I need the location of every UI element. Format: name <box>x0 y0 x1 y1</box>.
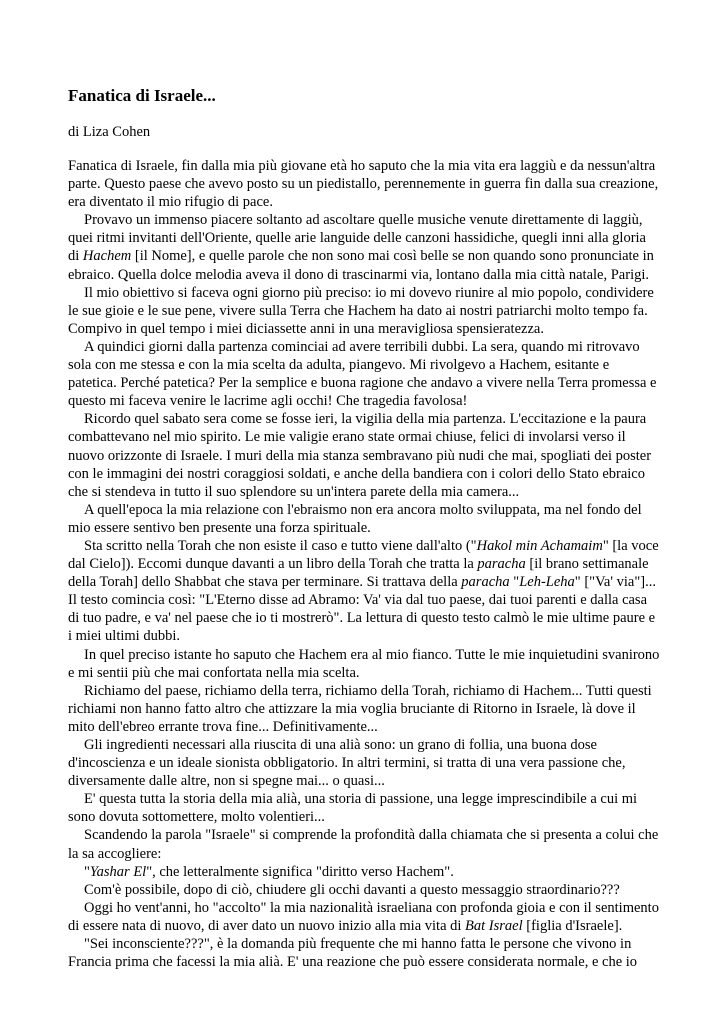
paragraph <box>68 899 660 935</box>
paragraph <box>68 211 660 283</box>
text-run: "Sei inconsciente???", è la domanda più frequente che mi hanno fatta le persone che vivono in Francia prima che facessi la mia alià. E' una reazione che può essere considerata normale, e che io <box>68 936 638 971</box>
paragraph <box>68 537 660 646</box>
paragraph <box>68 790 660 826</box>
paragraph <box>68 157 660 211</box>
paragraph <box>68 646 660 682</box>
text-run: Sta scritto nella Torah che non esiste il caso e tutto viene dall'alto (" <box>84 537 477 554</box>
italic-term: Yashar El <box>89 863 147 880</box>
document-page <box>68 86 660 971</box>
italic-term: Hakol min Achamaim <box>476 537 603 554</box>
text-run: [figlia d'Israele]. <box>522 917 623 934</box>
paragraph <box>68 410 660 500</box>
text-run: Fanatica di Israele, fin dalla mia più giovane età ho saputo che la mia vita era laggiù e da nessun'altra parte. Questo paese che avevo posto su un piedistallo, perennemente in guerra fin dalla sua creazione, era diventato il mio rifugio di pace. <box>68 158 659 211</box>
text-run: Il mio obiettivo si faceva ogni giorno più preciso: io mi dovevo riunire al mio popolo, condividere le sue gioie e le sue pene, vivere sulla Terra che Hachem ha dato ai nostri patriarchi molto tempo fa. Compivo in quel tempo i miei diciassette anni in una meravigliosa spensieratezza. <box>68 284 654 337</box>
text-run: Provavo un immenso piacere soltanto ad ascoltare quelle musiche venute direttamente di laggiù, quei ritmi invitanti dell'Oriente, quelle arie languide delle canzoni hassidiche, quegli inni alla gloria di <box>68 212 646 265</box>
text-run: [il brano settimanale della Torah] dello Shabbat che stava per terminare. Si trattava della <box>68 556 649 591</box>
paragraph <box>68 736 660 790</box>
text-run: A quell'epoca la mia relazione con l'ebraismo non era ancora molto sviluppata, ma nel fondo del mio essere sentivo ben presente una forza spirituale. <box>68 501 642 536</box>
article-body <box>68 157 660 971</box>
italic-term: Leh-Leha <box>519 574 575 591</box>
paragraph <box>68 881 660 899</box>
italic-term: Bat Israel <box>465 917 523 934</box>
text-run: Oggi ho vent'anni, ho "accolto" la mia nazionalità israeliana con profonda gioia e con il sentimento di essere nata di nuovo, di aver dato un nuovo inizio alla mia vita di <box>68 899 659 934</box>
text-run: Com'è possibile, dopo di ciò, chiudere gli occhi davanti a questo messaggio straordinario??? <box>84 881 620 898</box>
paragraph <box>68 682 660 736</box>
italic-term: Hachem <box>82 248 132 265</box>
text-run: E' questa tutta la storia della mia alià, una storia di passione, una legge imprescindibile a cui mi sono dovuta sottomettere, molto volentieri... <box>68 791 638 826</box>
text-run: " <box>509 574 520 591</box>
paragraph <box>68 935 660 971</box>
italic-term: paracha <box>477 556 526 573</box>
paragraph <box>68 863 660 881</box>
italic-term: paracha <box>461 574 510 591</box>
text-run: " [la voce dal Cielo]). Eccomi dunque davanti a un libro della Torah che tratta la <box>68 537 659 573</box>
paragraph <box>68 338 660 410</box>
text-run: Ricordo quel sabato sera come se fosse ieri, la vigilia della mia partenza. L'eccitazione e la paura combattevano nel mio spirito. Le mie valigie erano state ormai chiuse, felici di involarsi verso il nuovo orizzonte di Israele. I muri della mia stanza sembravano più nudi che mai, spogliati dei poster con le immagini dei nostri coraggiosi soldati, e anche della bandiera con i colori dello Stato ebraico che si stendeva in tutto il suo splendore su un'intera parete della mia camera... <box>68 411 652 500</box>
paragraph <box>68 826 660 862</box>
text-run: Richiamo del paese, richiamo della terra, richiamo della Torah, richiamo di Hachem... Tutti questi richiami non hanno fatto altro che attizzare la mia voglia bruciante di Ritorno in Israele, là dove il mito dell'ebreo errante trova fine... Definitivamente... <box>68 682 652 735</box>
text-run: [il Nome], e quelle parole che non sono mai così belle se non quando sono pronunciate in ebraico. Quella dolce melodia aveva il dono di trascinarmi via, lontano dalla mia città natale, Parigi. <box>68 248 654 283</box>
text-run: In quel preciso istante ho saputo che Hachem era al mio fianco. Tutte le mie inquietudini svanirono e mi sentii più che mai confortata nella mia scelta. <box>68 646 660 681</box>
text-run: ", che letteralmente significa "diritto verso Hachem". <box>146 863 454 880</box>
paragraph <box>68 284 660 338</box>
article-byline: di Liza Cohen <box>68 124 151 140</box>
text-run: " ["Va' via"]... Il testo comincia così: "L'Eterno disse ad Abramo: Va' via dal tuo paese, dai tuoi parenti e dalla casa di tuo padre, e va' nel paese che io ti mostrerò". La lettura di questo testo calmò le mie ultime paure e i miei ultimi dubbi. <box>68 574 656 645</box>
paragraph <box>68 501 660 537</box>
text-run: Scandendo la parola "Israele" si comprende la profondità dalla chiamata che si presenta a colui che la sa accogliere: <box>68 827 659 862</box>
text-run: Gli ingredienti necessari alla riuscita di una alià sono: un grano di follia, una buona dose d'incoscienza e un ideale sionista obbligatorio. In altri termini, si tratta di una vera passione che, diversamente dalle altre, non si spegne mai... o quasi... <box>68 737 626 790</box>
article-title: Fanatica di Israele... <box>68 86 216 105</box>
text-run: " <box>84 863 90 880</box>
text-run: A quindici giorni dalla partenza cominciai ad avere terribili dubbi. La sera, quando mi ritrovavo sola con me stessa e con la mia scelta da adulta, piangevo. Mi rivolgevo a Hachem, esitante e patetica. Perché patetica? Per la semplice e buona ragione che andavo a vivere nella Terra promessa e questo mi faceva venire le lacrime agli occhi! Che tragedia favolosa! <box>68 338 657 410</box>
